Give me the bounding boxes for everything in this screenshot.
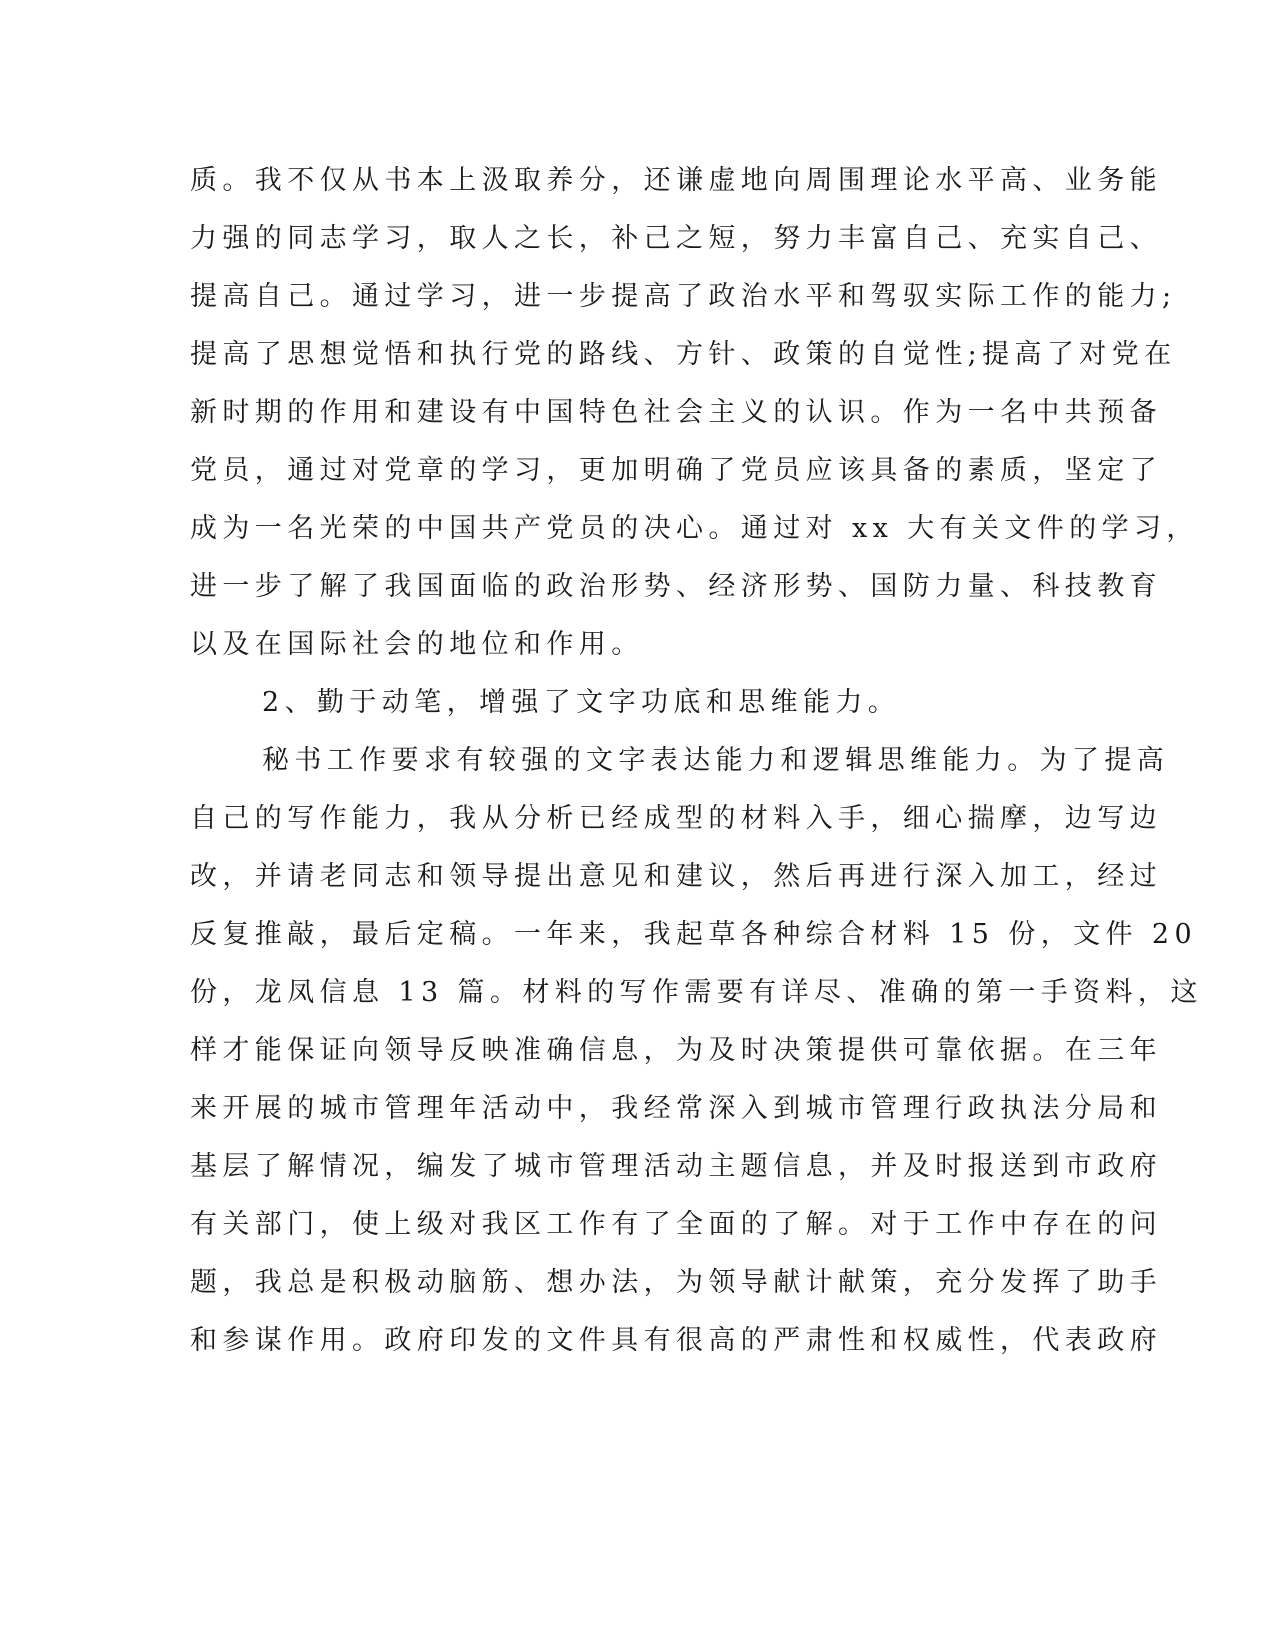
paragraph-1-line-5: 新时期的作用和建设有中国特色社会主义的认识。作为一名中共预备 xyxy=(190,397,1162,428)
paragraph-1-line-8: 进一步了解了我国面临的政治形势、经济形势、国防力量、科技教育 xyxy=(190,571,1162,602)
paragraph-1-line-4: 提高了思想觉悟和执行党的路线、方针、政策的自觉性;提高了对党在 xyxy=(190,339,1177,370)
paragraph-2-line-8: 基层了解情况，编发了城市管理活动主题信息，并及时报送到市政府 xyxy=(190,1151,1162,1182)
paragraph-2-line-11: 和参谋作用。政府印发的文件具有很高的严肃性和权威性，代表政府 xyxy=(190,1325,1162,1356)
paragraph-2-line-5: 份，龙凤信息 13 篇。材料的写作需要有详尽、准确的第一手资料，这 xyxy=(190,977,1203,1008)
paragraph-2-line-9: 有关部门，使上级对我区工作有了全面的了解。对于工作中存在的问 xyxy=(190,1209,1162,1240)
paragraph-2-line-7: 来开展的城市管理年活动中，我经常深入到城市管理行政执法分局和 xyxy=(190,1093,1162,1124)
paragraph-2-line-2: 自己的写作能力，我从分析已经成型的材料入手，细心揣摩，边写边 xyxy=(190,803,1162,834)
paragraph-2-line-1: 秘书工作要求有较强的文字表达能力和逻辑思维能力。为了提高 xyxy=(262,745,1170,776)
paragraph-1-line-1: 质。我不仅从书本上汲取养分，还谦虚地向周围理论水平高、业务能 xyxy=(190,165,1162,196)
paragraph-1-line-3: 提高自己。通过学习，进一步提高了政治水平和驾驭实际工作的能力; xyxy=(190,281,1177,312)
paragraph-1-line-6: 党员，通过对党章的学习，更加明确了党员应该具备的素质，坚定了 xyxy=(190,455,1162,486)
paragraph-2-line-4: 反复推敲，最后定稿。一年来，我起草各种综合材料 15 份，文件 20 xyxy=(190,919,1198,950)
paragraph-2-line-6: 样才能保证向领导反映准确信息，为及时决策提供可靠依据。在三年 xyxy=(190,1035,1162,1066)
paragraph-2-line-10: 题，我总是积极动脑筋、想办法，为领导献计献策，充分发挥了助手 xyxy=(190,1267,1162,1298)
paragraph-1-line-9: 以及在国际社会的地位和作用。 xyxy=(190,629,644,660)
section-heading-2: 2、勤于动笔，增强了文字功底和思维能力。 xyxy=(262,687,901,718)
paragraph-1-line-7: 成为一名光荣的中国共产党员的决心。通过对 xx 大有关文件的学习， xyxy=(190,513,1199,544)
paragraph-2-line-3: 改，并请老同志和领导提出意见和建议，然后再进行深入加工，经过 xyxy=(190,861,1162,892)
paragraph-1-line-2: 力强的同志学习，取人之长，补己之短，努力丰富自己、充实自己、 xyxy=(190,223,1162,254)
